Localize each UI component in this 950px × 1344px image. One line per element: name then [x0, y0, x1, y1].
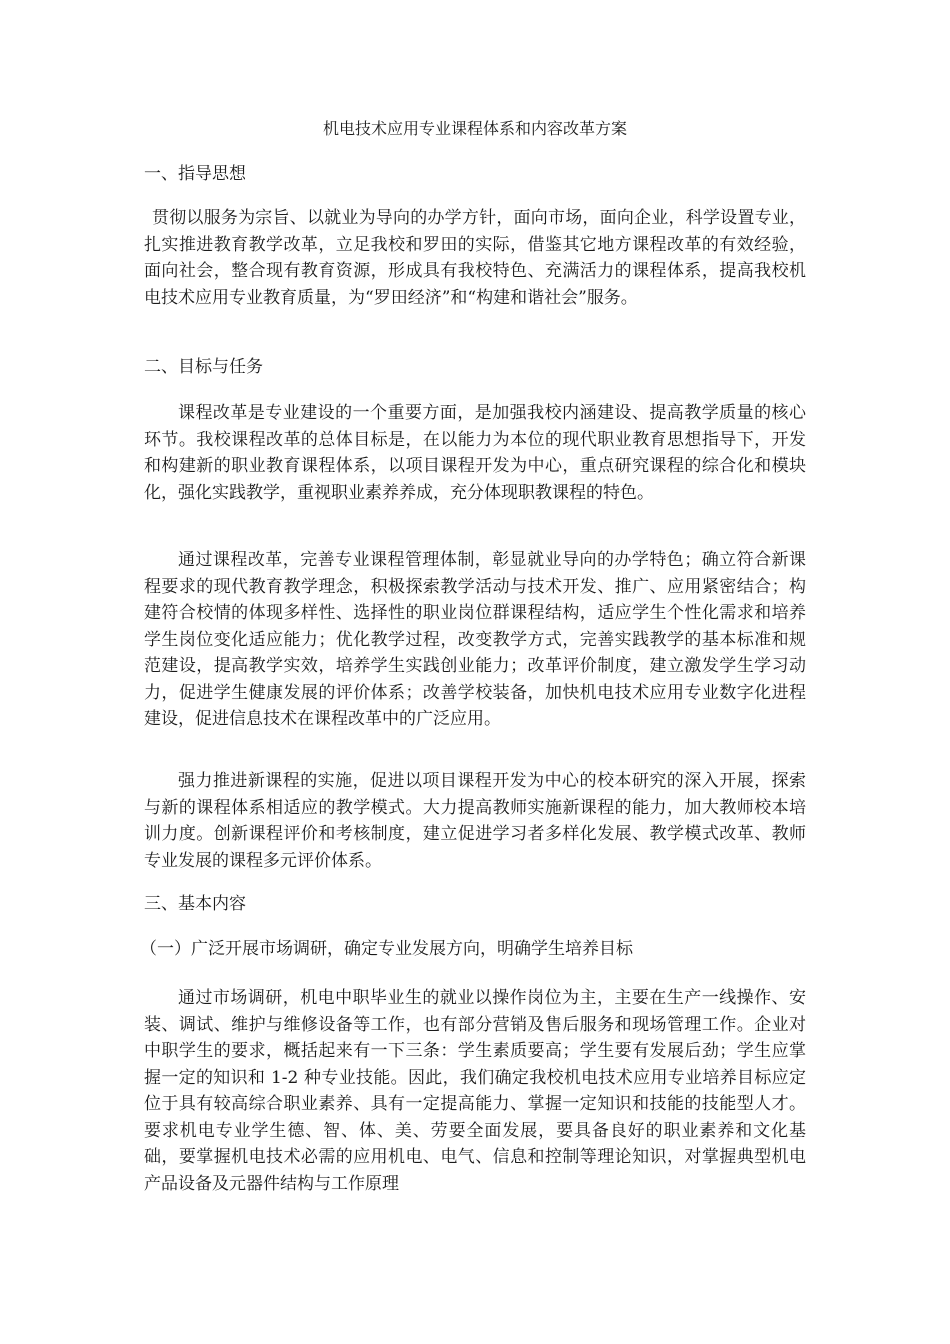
- section-heading-goals-tasks: 二、目标与任务: [144, 357, 263, 377]
- paragraph-goals-2: 通过课程改革，完善专业课程管理体制，彰显就业导向的办学特色；确立符合新课程要求的现代教育教学理念，积极探索教学活动与技术开发、推广、应用紧密结合；构建符合校情的体现多样性、选择性的职业岗位群课程结构，适应学生个性化需求和培养学生岗位变化适应能力；优化教学过程，改变教学方式，完善实践教学的基本标准和规范建设，提高教学实效，培养学生实践创业能力；改革评价制度，建立激发学生学习动力，促进学生健康发展的评价体系；改善学校装备，加快机电技术应用专业数字化进程建设，促进信息技术在课程改革中的广泛应用。: [144, 550, 806, 729]
- subsection-heading-market-research: （一）广泛开展市场调研，确定专业发展方向，明确学生培养目标: [140, 939, 633, 959]
- section-heading-guiding-ideology: 一、指导思想: [144, 164, 246, 184]
- document-title: 机电技术应用专业课程体系和内容改革方案: [322, 119, 627, 138]
- section-heading-basic-content: 三、基本内容: [144, 894, 246, 914]
- paragraph-guiding-ideology: 贯彻以服务为宗旨、以就业为导向的办学方针，面向市场，面向企业，科学设置专业，扎实推进教育教学改革，立足我校和罗田的实际，借鉴其它地方课程改革的有效经验，面向社会，整合现有教育资源，形成具有我校特色、充满活力的课程体系，提高我校机电技术应用专业教育质量，为“罗田经济”和“构建和谐社会”服务。: [144, 208, 806, 308]
- paragraph-goals-1: 课程改革是专业建设的一个重要方面，是加强我校内涵建设、提高教学质量的核心环节。我校课程改革的总体目标是，在以能力为本位的现代职业教育思想指导下，开发和构建新的职业教育课程体系，以项目课程开发为中心，重点研究课程的综合化和模块化，强化实践教学，重视职业素养养成，充分体现职教课程的特色。: [144, 403, 806, 503]
- paragraph-goals-3: 强力推进新课程的实施，促进以项目课程开发为中心的校本研究的深入开展，探索与新的课程体系相适应的教学模式。大力提高教师实施新课程的能力，加大教师校本培训力度。创新课程评价和考核制度，建立促进学习者多样化发展、教学模式改革、教师专业发展的课程多元评价体系。: [144, 771, 806, 871]
- paragraph-market-research: 通过市场调研，机电中职毕业生的就业以操作岗位为主，主要在生产一线操作、安装、调试、维护与维修设备等工作，也有部分营销及售后服务和现场管理工作。企业对中职学生的要求，概括起来有一下三条：学生素质要高；学生要有发展后劲；学生应掌握一定的知识和 1-2 种专业技能。因此，我们确定我校机电技术应用专业培养目标应定位于具有较高综合职业素养、具有一定提高能力、掌握一定知识和技能的技能型人才。要求机电专业学生德、智、体、美、劳要全面发展，要具备良好的职业素养和文化基础，要掌握机电技术必需的应用机电、电气、信息和控制等理论知识，对掌握典型机电产品设备及元器件结构与工作原理: [144, 988, 806, 1194]
